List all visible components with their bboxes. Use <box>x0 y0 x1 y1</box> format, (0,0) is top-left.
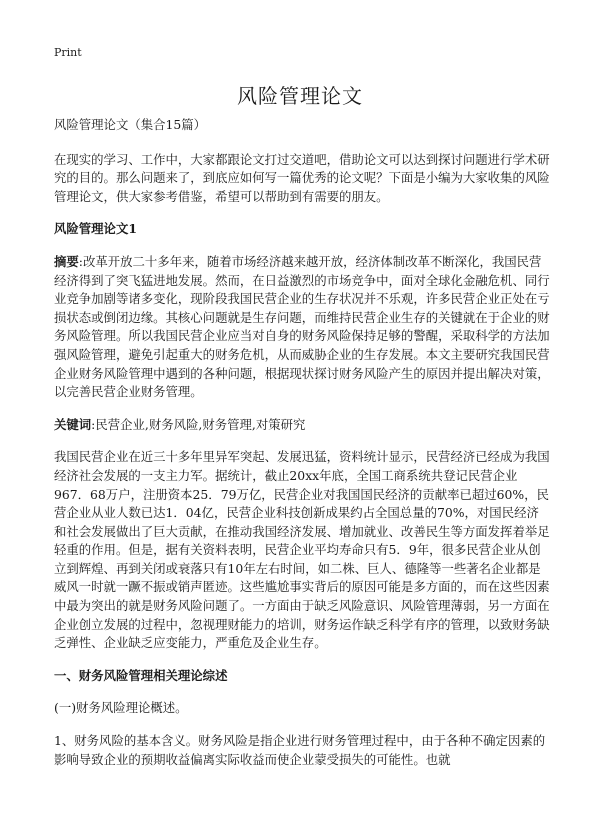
document-body <box>54 116 550 769</box>
abstract-paragraph <box>54 253 550 402</box>
abstract-text: :改革开放二十多年来，随着市场经济越来越开放，经济体制改革不断深化，我国民营经济得到了突飞猛进地发展。然而，在日益激烈的市场竞争中，面对全球化金融危机、同行业竞争加剧等诸多变化，现阶段我国民营企业的生存状况并不乐观，许多民营企业正处在亏损状态或倒闭边缘。其核心问题就是生存问题，而维持民营企业生存的关键就在于企业的财务风险管理。所以我国民营企业应当对自身的财务风险保持足够的警醒，采取科学的方法加强风险管理，避免引起重大的财务危机，从而威胁企业的生存发展。本文主要研究我国民营企业财务风险管理中遇到的各种问题，根据现状探讨财务风险产生的原因并提出解决对策，以完善民营企业财务管理。 <box>54 253 550 400</box>
keywords-paragraph <box>54 416 550 435</box>
abstract-label: 摘要 <box>54 253 79 269</box>
document-subtitle: 风险管理论文（集合15篇） <box>54 117 207 132</box>
section-heading: 风险管理论文1 <box>54 221 137 237</box>
sub-heading: (一)财务风险理论概述。 <box>54 700 188 716</box>
print-link[interactable]: Print <box>54 46 82 59</box>
keywords-label: 关键词 <box>54 416 92 432</box>
chapter-heading: 一、财务风险管理相关理论综述 <box>54 667 228 683</box>
numbered-paragraph: 1、财务风险的基本含义。财务风险是指企业进行财务管理过程中，由于各种不确定因素的影响导致企业的预期收益偏离实际收益而使企业蒙受损失的可能性。也就 <box>54 733 546 767</box>
keywords-text: :民营企业,财务风险,财务管理,对策研究 <box>91 416 306 432</box>
intro-paragraph: 在现实的学习、工作中，大家都跟论文打过交道吧，借助论文可以达到探讨问题进行学术研究的目的。那么问题来了，到底应如何写一篇优秀的论文呢？下面是小编为大家收集的风险管理论文，供大家参考借鉴，希望可以帮助到有需要的朋友。 <box>54 151 550 204</box>
page-title: 风险管理论文 <box>237 84 363 108</box>
body-paragraph: 我国民营企业在近三十多年里异军突起、发展迅猛，资料统计显示，民营经济已经成为我国经济社会发展的一支主力军。据统计，截止20xx年底，全国工商系统共登记民营企业967．68万户，注册资本25．79万亿，民营企业对我国国民经济的贡献率已超过60%，民营企业从业人数已达1．04亿，民营企业科技创新成果约占全国总量的70%，对国民经济和社会发展做出了巨大贡献，在推动我国经济发展、增加就业、改善民生等方面发挥着举足轻重的作用。但是，据有关资料表明，民营企业平均寿命只有5．9年，很多民营企业从创立到辉煌、再到关闭或衰落只有10年左右时间，如二株、巨人、德隆等一些著名企业都是威风一时就一蹶不振或销声匿迹。这些尴尬事实背后的原因可能是多方面的，而在这些因素中最为突出的就是财务风险问题了。一方面由于缺乏风险意识、风险管理薄弱，另一方面在企业创立发展的过程中，忽视理财能力的培训，财务运作缺乏科学有序的管理，以致财务缺乏弹性、企业缺乏应变能力，严重危及企业生存。 <box>54 449 550 651</box>
